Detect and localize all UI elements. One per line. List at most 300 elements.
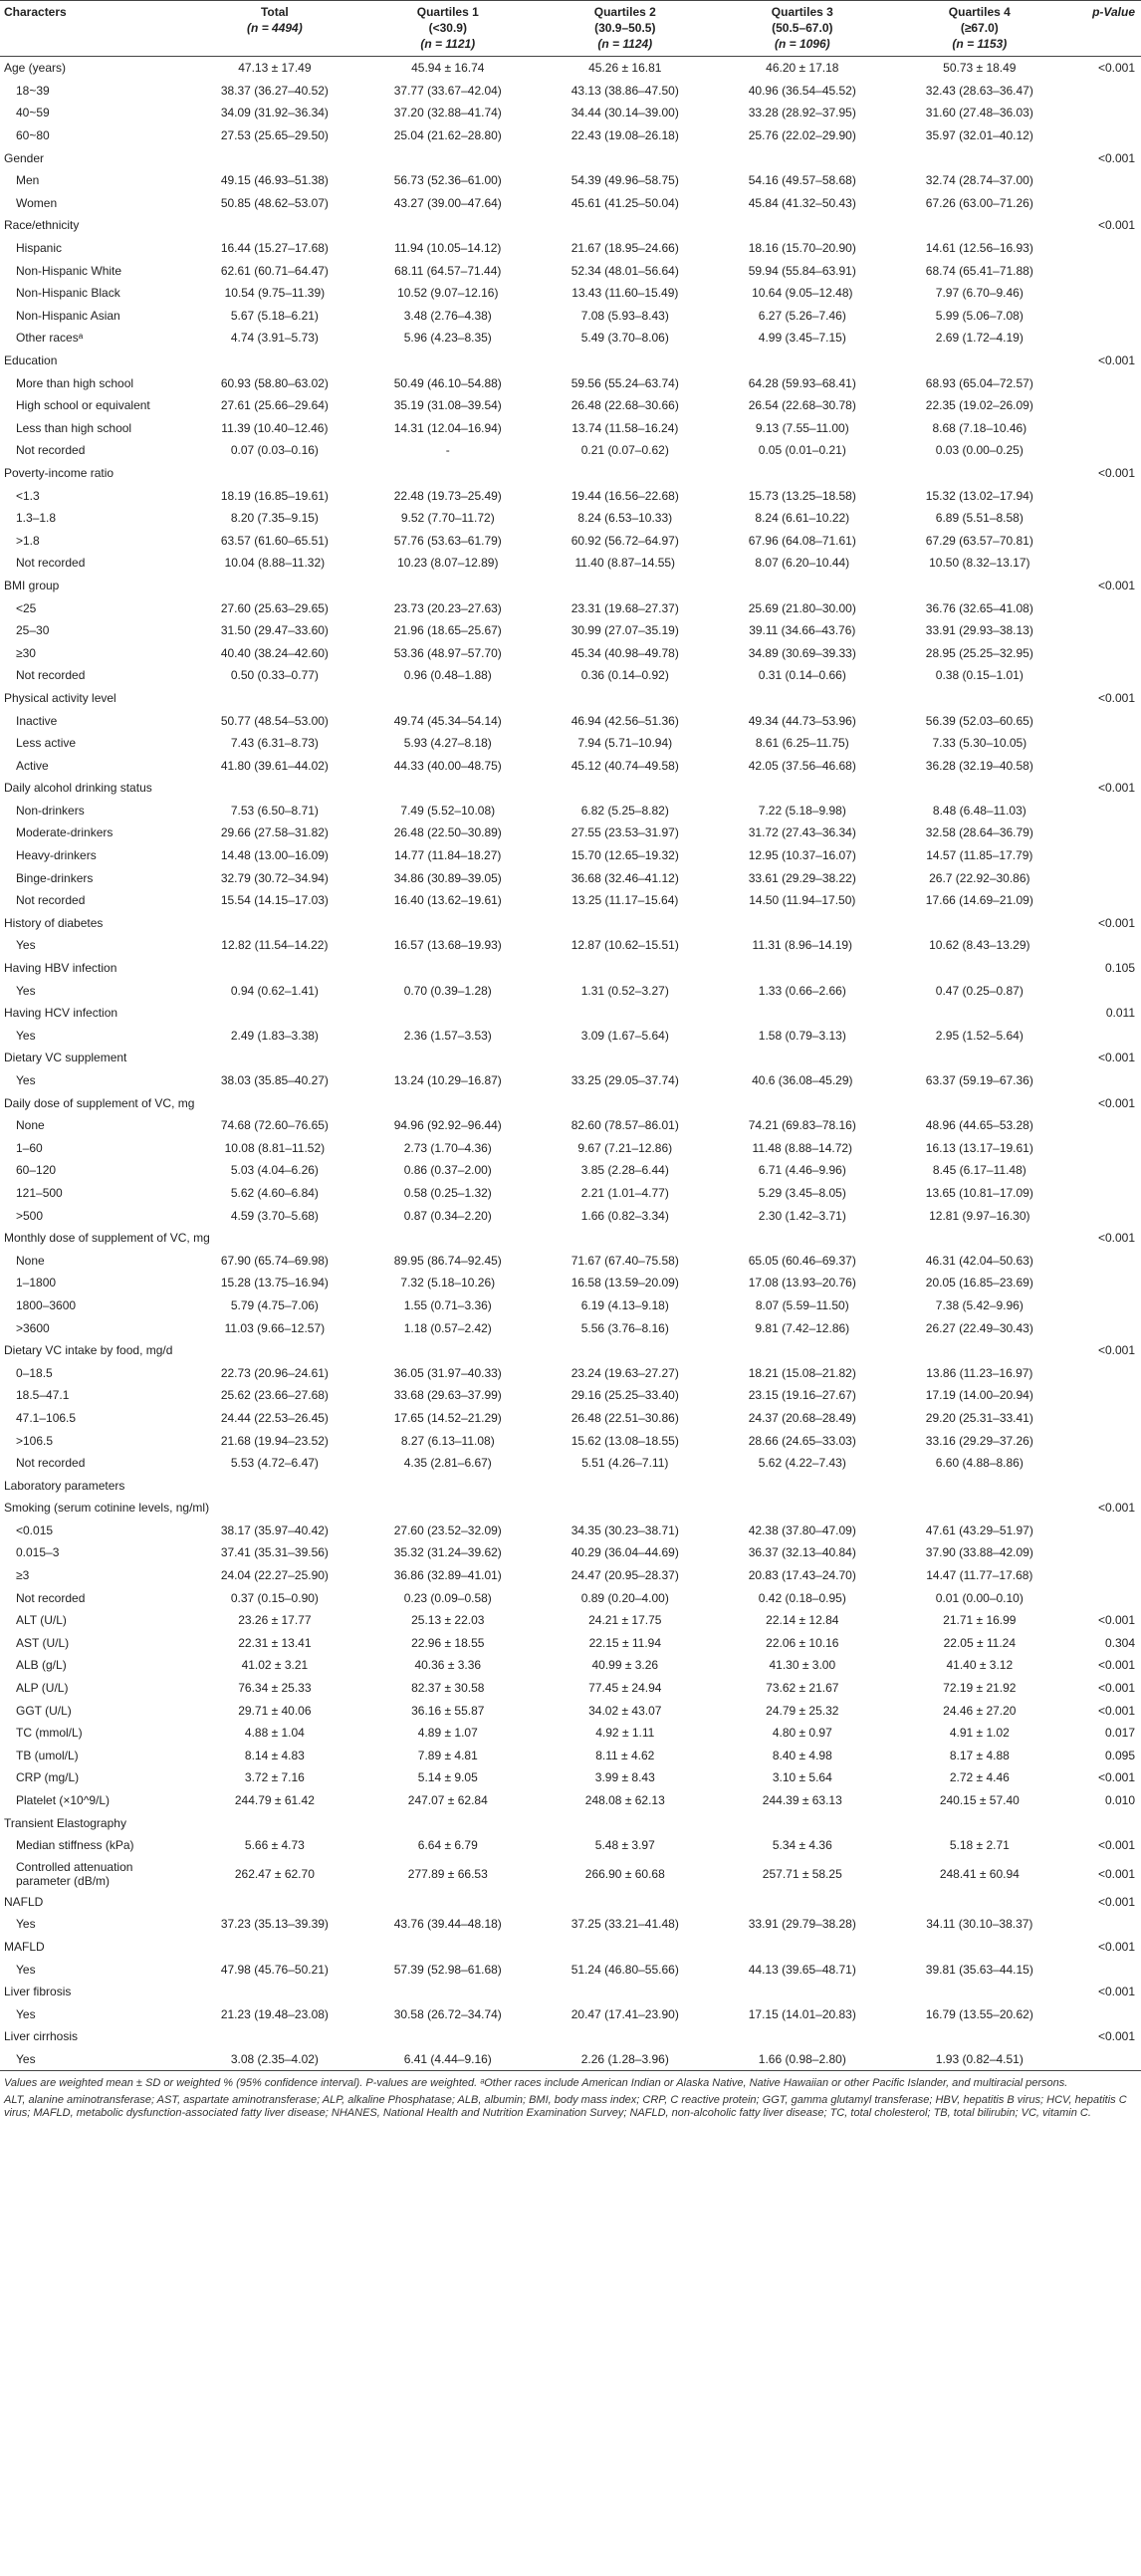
cell-quartile-1: -	[445, 443, 450, 458]
cell-quartile-3: 4.80 ± 0.97	[772, 1726, 832, 1741]
cell-quartile-2: 36.68 (32.46–41.12)	[570, 870, 679, 885]
cell-quartile-2: 71.67 (67.40–75.58)	[570, 1253, 679, 1268]
cell-total: 18.19 (16.85–19.61)	[220, 488, 329, 503]
cell-total: 50.85 (48.62–53.07)	[220, 195, 329, 210]
table-section-row	[0, 1474, 1141, 1497]
cell-quartile-2: 266.90 ± 60.68	[584, 1866, 665, 1881]
cell-total: 60.93 (58.80–63.02)	[220, 375, 329, 390]
row-label: 0.015–3	[16, 1545, 60, 1560]
row-label: Laboratory parameters	[4, 1478, 125, 1493]
table-row	[0, 1745, 1141, 1767]
cell-quartile-1: 10.23 (8.07–12.89)	[397, 556, 499, 571]
row-label: Men	[16, 173, 40, 188]
header-q1-n: (n = 1121)	[420, 37, 476, 51]
cell-quartile-1: 10.52 (9.07–12.16)	[397, 286, 499, 301]
cell-quartile-4: 31.60 (27.48–36.03)	[925, 106, 1033, 120]
cell-quartile-1: 27.60 (23.52–32.09)	[393, 1522, 502, 1537]
cell-quartile-4: 0.03 (0.00–0.25)	[935, 443, 1024, 458]
header-quartile-4	[891, 1, 1068, 57]
table-row	[0, 1766, 1141, 1789]
cell-quartile-1: 37.20 (32.88–41.74)	[393, 106, 502, 120]
cell-p-value: 0.010	[1104, 1793, 1135, 1808]
cell-quartile-2: 27.55 (23.53–31.97)	[570, 825, 679, 840]
cell-quartile-1: 57.76 (53.63–61.79)	[393, 533, 502, 548]
cell-total: 23.26 ± 17.77	[238, 1613, 312, 1628]
cell-total	[190, 1891, 359, 1914]
cell-quartile-3: 8.24 (6.61–10.22)	[755, 511, 850, 526]
row-label: Not recorded	[16, 668, 86, 683]
row-label: 121–500	[16, 1185, 63, 1200]
cell-quartile-4: 28.95 (25.25–32.95)	[925, 645, 1033, 660]
cell-total	[190, 1811, 359, 1834]
cell-quartile-3: 5.62 (4.22–7.43)	[758, 1456, 846, 1471]
cell-total: 24.04 (22.27–25.90)	[220, 1568, 329, 1583]
cell-p-value	[1068, 1958, 1141, 1981]
cell-p-value: <0.001	[1097, 61, 1135, 76]
cell-quartile-3: 42.38 (37.80–47.09)	[748, 1522, 856, 1537]
cell-quartile-4: 16.79 (13.55–20.62)	[925, 2006, 1033, 2021]
table-row	[0, 979, 1141, 1002]
cell-quartile-3: 6.71 (4.46–9.96)	[758, 1163, 846, 1178]
cell-p-value: <0.001	[1097, 1343, 1135, 1358]
cell-quartile-3: 36.37 (32.13–40.84)	[748, 1545, 856, 1560]
cell-quartile-2	[537, 777, 714, 800]
row-label: ≥30	[16, 645, 36, 660]
cell-p-value	[1068, 1249, 1141, 1272]
cell-quartile-1: 36.86 (32.89–41.01)	[393, 1568, 502, 1583]
table-row	[0, 1632, 1141, 1655]
cell-quartile-4: 8.68 (7.18–10.46)	[932, 420, 1027, 435]
cell-quartile-3: 17.15 (14.01–20.83)	[748, 2006, 856, 2021]
header-q2-title: Quartiles 2	[593, 5, 656, 19]
cell-quartile-1: 2.73 (1.70–4.36)	[403, 1140, 492, 1155]
table-section-row	[0, 912, 1141, 935]
cell-total: 10.08 (8.81–11.52)	[224, 1140, 326, 1155]
table-row	[0, 1564, 1141, 1587]
cell-quartile-3	[714, 214, 891, 237]
cell-total: 0.50 (0.33–0.77)	[230, 668, 319, 683]
cell-quartile-1: 0.86 (0.37–2.00)	[403, 1163, 492, 1178]
cell-quartile-3: 5.34 ± 4.36	[772, 1838, 832, 1853]
cell-quartile-3: 31.72 (27.43–36.34)	[748, 825, 856, 840]
row-label: ALP (U/L)	[16, 1681, 69, 1696]
cell-total: 5.62 (4.60–6.84)	[230, 1185, 319, 1200]
cell-quartile-2: 52.34 (48.01–56.64)	[570, 263, 679, 278]
cell-quartile-4: 17.19 (14.00–20.94)	[925, 1388, 1033, 1403]
cell-quartile-3: 1.58 (0.79–3.13)	[758, 1028, 846, 1043]
cell-quartile-2: 26.48 (22.68–30.66)	[570, 398, 679, 413]
row-label: CRP (mg/L)	[16, 1770, 80, 1785]
cell-total: 8.20 (7.35–9.15)	[230, 511, 319, 526]
cell-total	[190, 687, 359, 710]
table-row	[0, 1025, 1141, 1048]
row-label: >500	[16, 1208, 44, 1223]
cell-quartile-2: 15.70 (12.65–19.32)	[570, 848, 679, 863]
cell-p-value	[1068, 1474, 1141, 1497]
table-row	[0, 305, 1141, 328]
table-row	[0, 327, 1141, 350]
cell-quartile-3	[714, 146, 891, 169]
cell-quartile-3: 1.33 (0.66–2.66)	[758, 983, 846, 998]
row-label: >3600	[16, 1320, 50, 1335]
cell-p-value: <0.001	[1097, 1613, 1135, 1628]
cell-quartile-4: 14.47 (11.77–17.68)	[926, 1568, 1033, 1583]
cell-total	[190, 1002, 359, 1025]
cell-quartile-3: 25.76 (22.02–29.90)	[748, 128, 856, 143]
row-label: 1–1800	[16, 1276, 57, 1290]
table-row	[0, 529, 1141, 552]
cell-quartile-4: 68.93 (65.04–72.57)	[925, 375, 1033, 390]
header-quartile-3	[714, 1, 891, 57]
cell-quartile-2	[537, 350, 714, 372]
cell-quartile-3	[714, 912, 891, 935]
row-label: Not recorded	[16, 443, 86, 458]
cell-p-value: <0.001	[1097, 2029, 1135, 2044]
cell-p-value: <0.001	[1097, 1681, 1135, 1696]
cell-quartile-2: 5.56 (3.76–8.16)	[580, 1320, 669, 1335]
table-body	[0, 57, 1141, 2071]
cell-quartile-4: 26.27 (22.49–30.43)	[925, 1320, 1033, 1335]
cell-p-value	[1068, 259, 1141, 282]
cell-quartile-4: 33.16 (29.29–37.26)	[925, 1433, 1033, 1448]
table-section-row	[0, 350, 1141, 372]
cell-quartile-2: 22.43 (19.08–26.18)	[570, 128, 679, 143]
table-row	[0, 80, 1141, 103]
cell-total: 4.88 ± 1.04	[244, 1726, 305, 1741]
row-label: Non-Hispanic Black	[16, 286, 120, 301]
cell-quartile-1: 7.89 ± 4.81	[417, 1748, 478, 1762]
cell-p-value	[1068, 619, 1141, 642]
row-label: Non-Hispanic Asian	[16, 308, 120, 323]
cell-quartile-1: 89.95 (86.74–92.45)	[393, 1253, 502, 1268]
cell-total: 244.79 ± 61.42	[234, 1793, 315, 1808]
row-label: More than high school	[16, 375, 134, 390]
cell-quartile-4: 7.38 (5.42–9.96)	[935, 1297, 1024, 1312]
cell-p-value	[1068, 821, 1141, 844]
cell-quartile-4: 72.19 ± 21.92	[943, 1681, 1017, 1696]
table-row	[0, 1159, 1141, 1182]
table-row	[0, 1249, 1141, 1272]
cell-total: 7.43 (6.31–8.73)	[230, 736, 319, 751]
row-label: 18~39	[16, 83, 50, 98]
row-label: Median stiffness (kPa)	[16, 1838, 134, 1853]
row-label: ≥3	[16, 1568, 30, 1583]
cell-quartile-1	[359, 1339, 537, 1362]
cell-p-value	[1068, 102, 1141, 124]
cell-p-value	[1068, 1564, 1141, 1587]
cell-quartile-4	[891, 1047, 1068, 1069]
cell-quartile-4: 21.71 ± 16.99	[943, 1613, 1017, 1628]
table-section-row	[0, 214, 1141, 237]
cell-quartile-1: 0.58 (0.25–1.32)	[403, 1185, 492, 1200]
cell-quartile-1: 8.27 (6.13–11.08)	[400, 1433, 495, 1448]
cell-quartile-3: 11.31 (8.96–14.19)	[752, 938, 853, 953]
table-section-row	[0, 2025, 1141, 2048]
row-label: Yes	[16, 1073, 36, 1088]
cell-quartile-4	[891, 1091, 1068, 1114]
cell-quartile-1: 14.77 (11.84–18.27)	[394, 848, 502, 863]
cell-total	[190, 146, 359, 169]
cell-quartile-3: 22.14 ± 12.84	[766, 1613, 839, 1628]
cell-p-value	[1068, 866, 1141, 889]
table-section-row	[0, 1936, 1141, 1959]
cell-quartile-3: 8.07 (5.59–11.50)	[755, 1297, 849, 1312]
cell-total: 5.67 (5.18–6.21)	[230, 308, 319, 323]
table-row	[0, 552, 1141, 575]
cell-quartile-4: 10.50 (8.32–13.17)	[929, 556, 1030, 571]
row-label: Less active	[16, 736, 77, 751]
cell-total: 10.04 (8.88–11.32)	[224, 556, 326, 571]
cell-quartile-2	[537, 2025, 714, 2048]
cell-quartile-3	[714, 1474, 891, 1497]
cell-quartile-1: 1.18 (0.57–2.42)	[403, 1320, 492, 1335]
cell-quartile-4: 1.93 (0.82–4.51)	[891, 2048, 1068, 2071]
cell-quartile-1: 13.24 (10.29–16.87)	[393, 1073, 502, 1088]
cell-quartile-4	[891, 1002, 1068, 1025]
cell-quartile-4: 16.13 (13.17–19.61)	[925, 1140, 1033, 1155]
cell-quartile-2: 19.44 (16.56–22.68)	[570, 488, 679, 503]
cell-quartile-3: 73.62 ± 21.67	[766, 1681, 839, 1696]
header-total	[190, 1, 359, 57]
cell-quartile-1: 50.49 (46.10–54.88)	[393, 375, 502, 390]
cell-quartile-4: 8.45 (6.17–11.48)	[932, 1163, 1027, 1178]
cell-p-value	[1068, 1384, 1141, 1407]
cell-p-value	[1068, 1407, 1141, 1430]
row-label: Liver cirrhosis	[4, 2029, 79, 2044]
row-label: Women	[16, 195, 58, 210]
cell-total: 11.03 (9.66–12.57)	[224, 1320, 326, 1335]
cell-quartile-2: 0.89 (0.20–4.00)	[580, 1590, 669, 1605]
cell-p-value	[1068, 1520, 1141, 1542]
row-label: TC (mmol/L)	[16, 1726, 83, 1741]
cell-p-value	[1068, 1811, 1141, 1834]
cell-quartile-2: 82.60 (78.57–86.01)	[570, 1118, 679, 1133]
cell-quartile-2: 2.21 (1.01–4.77)	[580, 1185, 669, 1200]
cell-total: 4.59 (3.70–5.68)	[230, 1208, 319, 1223]
row-label: 1800–3600	[16, 1297, 77, 1312]
cell-quartile-1: 33.68 (29.63–37.99)	[393, 1388, 502, 1403]
cell-quartile-4: 2.69 (1.72–4.19)	[935, 331, 1024, 346]
table-section-row	[0, 1981, 1141, 2003]
cell-quartile-1	[359, 1227, 537, 1250]
cell-quartile-2: 20.47 (17.41–23.90)	[570, 2006, 679, 2021]
cell-quartile-2: 15.62 (13.08–18.55)	[570, 1433, 679, 1448]
cell-p-value: 0.011	[1105, 1006, 1135, 1021]
cell-quartile-3	[714, 350, 891, 372]
header-quartile-1	[359, 1, 537, 57]
cell-p-value	[1068, 1541, 1141, 1564]
table-row	[0, 1834, 1141, 1857]
cell-quartile-3: 5.29 (3.45–8.05)	[758, 1185, 846, 1200]
cell-quartile-4: 46.31 (42.04–50.63)	[925, 1253, 1033, 1268]
cell-quartile-3	[714, 2025, 891, 2048]
cell-quartile-4	[891, 2025, 1068, 2048]
row-label: Education	[4, 353, 58, 368]
table-section-row	[0, 1339, 1141, 1362]
table-row	[0, 1114, 1141, 1137]
cell-quartile-4: 0.01 (0.00–0.10)	[935, 1590, 1024, 1605]
cell-quartile-4: 36.28 (32.19–40.58)	[925, 758, 1033, 773]
table-row	[0, 1182, 1141, 1205]
cell-quartile-2: 45.61 (41.25–50.04)	[570, 195, 679, 210]
row-label: Non-drinkers	[16, 803, 85, 818]
cell-p-value	[1068, 1316, 1141, 1339]
table-row	[0, 1722, 1141, 1745]
cell-p-value	[1068, 394, 1141, 417]
cell-total	[190, 575, 359, 597]
cell-p-value	[1068, 1025, 1141, 1048]
cell-quartile-2: 59.56 (55.24–63.74)	[570, 375, 679, 390]
cell-p-value	[1068, 1137, 1141, 1160]
cell-quartile-1: 25.13 ± 22.03	[411, 1613, 485, 1628]
cell-quartile-3: 8.61 (6.25–11.75)	[755, 736, 849, 751]
cell-total: 5.03 (4.04–6.26)	[230, 1163, 319, 1178]
cell-total: 27.61 (25.66–29.64)	[220, 398, 329, 413]
row-label: Monthly dose of supplement of VC, mg	[4, 1231, 210, 1246]
cell-quartile-4	[891, 1474, 1068, 1497]
table-row	[0, 1913, 1141, 1936]
cell-quartile-2	[537, 462, 714, 485]
cell-quartile-2: 6.82 (5.25–8.82)	[580, 803, 669, 818]
table-header	[0, 1, 1141, 57]
cell-quartile-2: 4.92 ± 1.11	[595, 1726, 655, 1741]
cell-quartile-3: 45.84 (41.32–50.43)	[748, 195, 856, 210]
row-label: Not recorded	[16, 893, 86, 908]
cell-quartile-3: 2.30 (1.42–3.71)	[758, 1208, 846, 1223]
cell-p-value	[1068, 237, 1141, 260]
cell-quartile-2: 7.08 (5.93–8.43)	[580, 308, 669, 323]
cell-total: 38.37 (36.27–40.52)	[220, 83, 329, 98]
cell-total	[190, 1227, 359, 1250]
cell-quartile-4	[891, 575, 1068, 597]
table-row	[0, 709, 1141, 732]
cell-quartile-4: 24.46 ± 27.20	[943, 1703, 1017, 1718]
cell-p-value	[1068, 1069, 1141, 1092]
cell-total: 16.44 (15.27–17.68)	[220, 241, 329, 256]
row-label: 40~59	[16, 106, 50, 120]
cell-p-value	[1068, 282, 1141, 305]
cell-p-value	[1068, 844, 1141, 867]
cell-quartile-2: 2.26 (1.28–3.96)	[537, 2048, 714, 2071]
cell-quartile-3: 257.71 ± 58.25	[762, 1866, 842, 1881]
header-total-n: (n = 4494)	[247, 21, 303, 35]
cell-quartile-2: 51.24 (46.80–55.66)	[570, 1962, 679, 1977]
cell-total: 63.57 (61.60–65.51)	[220, 533, 329, 548]
cell-p-value: <0.001	[1097, 915, 1135, 930]
row-label: 60–120	[16, 1163, 57, 1178]
header-q2-n: (n = 1124)	[597, 37, 653, 51]
cell-p-value: <0.001	[1097, 353, 1135, 368]
cell-quartile-4: 2.95 (1.52–5.64)	[935, 1028, 1024, 1043]
cell-quartile-2: 34.44 (30.14–39.00)	[570, 106, 679, 120]
row-label: 1–60	[16, 1140, 43, 1155]
header-q4-title: Quartiles 4	[948, 5, 1011, 19]
cell-p-value: <0.001	[1097, 1985, 1135, 1999]
cell-quartile-1: 53.36 (48.97–57.70)	[393, 645, 502, 660]
cell-quartile-4: 7.97 (6.70–9.46)	[935, 286, 1024, 301]
cell-quartile-4: 32.58 (28.64–36.79)	[925, 825, 1033, 840]
cell-quartile-3: 0.42 (0.18–0.95)	[758, 1590, 846, 1605]
cell-quartile-2: 21.67 (18.95–24.66)	[570, 241, 679, 256]
cell-total: 49.15 (46.93–51.38)	[220, 173, 329, 188]
cell-quartile-3: 54.16 (49.57–58.68)	[748, 173, 856, 188]
cell-quartile-2	[537, 912, 714, 935]
table-row	[0, 934, 1141, 957]
cell-quartile-2: 16.58 (13.59–20.09)	[570, 1276, 679, 1290]
cell-quartile-3	[714, 1002, 891, 1025]
cell-quartile-2: 45.34 (40.98–49.78)	[570, 645, 679, 660]
cell-quartile-2: 54.39 (49.96–58.75)	[570, 173, 679, 188]
cell-quartile-1: 40.36 ± 3.36	[414, 1658, 482, 1673]
cell-quartile-4: 5.99 (5.06–7.08)	[935, 308, 1024, 323]
cell-quartile-2: 45.12 (40.74–49.58)	[570, 758, 679, 773]
cell-total: 15.54 (14.15–17.03)	[220, 893, 329, 908]
table-section-row	[0, 1002, 1141, 1025]
row-label: 47.1–106.5	[16, 1410, 77, 1425]
cell-quartile-3: 44.13 (39.65–48.71)	[748, 1962, 856, 1977]
header-characters: Characters	[0, 1, 190, 57]
cell-quartile-4: 29.20 (25.31–33.41)	[925, 1410, 1033, 1425]
table-row	[0, 1452, 1141, 1475]
row-label: Not recorded	[16, 1590, 86, 1605]
cell-p-value	[1068, 1272, 1141, 1294]
cell-quartile-3	[714, 1811, 891, 1834]
row-label: Liver fibrosis	[4, 1985, 72, 1999]
cell-total: 5.53 (4.72–6.47)	[230, 1456, 319, 1471]
table-row	[0, 732, 1141, 755]
cell-quartile-1: 0.23 (0.09–0.58)	[403, 1590, 492, 1605]
cell-quartile-1: 0.70 (0.39–1.28)	[403, 983, 492, 998]
row-label: Yes	[16, 1028, 36, 1043]
cell-quartile-1	[359, 350, 537, 372]
cell-quartile-4: 41.40 ± 3.12	[946, 1658, 1014, 1673]
cell-quartile-3: 12.95 (10.37–16.07)	[748, 848, 856, 863]
cell-quartile-4	[891, 462, 1068, 485]
cell-quartile-2: 11.40 (8.87–14.55)	[574, 556, 676, 571]
cell-p-value	[1068, 529, 1141, 552]
table-section-row	[0, 687, 1141, 710]
cell-quartile-4	[891, 912, 1068, 935]
cell-quartile-4	[891, 1227, 1068, 1250]
cell-p-value: 0.095	[1104, 1748, 1135, 1762]
cell-p-value: <0.001	[1097, 1939, 1135, 1954]
cell-total	[190, 214, 359, 237]
cell-p-value	[1068, 596, 1141, 619]
cell-quartile-1	[359, 146, 537, 169]
cell-p-value: <0.001	[1097, 1051, 1135, 1065]
cell-quartile-1: 3.48 (2.76–4.38)	[403, 308, 492, 323]
cell-quartile-2: 8.24 (6.53–10.33)	[577, 511, 673, 526]
cell-p-value	[1068, 484, 1141, 507]
cell-quartile-4	[891, 957, 1068, 980]
cell-quartile-1: 82.37 ± 30.58	[411, 1681, 485, 1696]
table-row	[0, 371, 1141, 394]
cell-quartile-4: 26.7 (22.92–30.86)	[929, 870, 1030, 885]
header-q4-range: (≥67.0)	[960, 21, 999, 35]
cell-quartile-4: 4.91 ± 1.02	[949, 1726, 1010, 1741]
table-row	[0, 641, 1141, 664]
cell-quartile-4: 2.72 ± 4.46	[949, 1770, 1010, 1785]
cell-total	[190, 957, 359, 980]
cell-quartile-3: 25.69 (21.80–30.00)	[748, 600, 856, 615]
cell-p-value: <0.001	[1097, 465, 1135, 480]
cell-quartile-4	[891, 146, 1068, 169]
cell-quartile-3: 7.22 (5.18–9.98)	[758, 803, 846, 818]
cell-quartile-1: 36.16 ± 55.87	[411, 1703, 485, 1718]
cell-p-value	[1068, 1429, 1141, 1452]
table-row	[0, 1699, 1141, 1722]
row-label: 18.5–47.1	[16, 1388, 70, 1403]
